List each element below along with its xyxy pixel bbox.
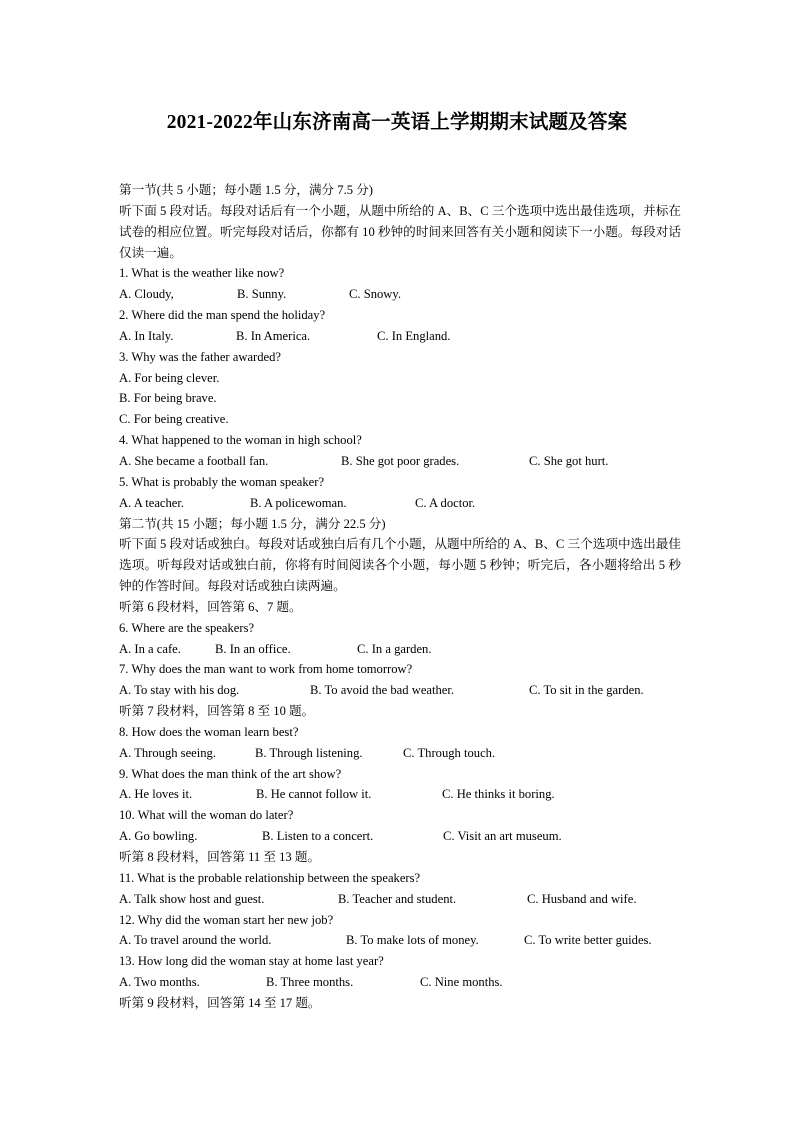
q7-option-a: A. To stay with his dog.	[119, 683, 240, 698]
question-9-options	[119, 784, 681, 805]
section1-header: 第一节(共 5 小题；每小题 1.5 分，满分 7.5 分)	[119, 183, 373, 197]
q13-option-b: B. Three months.	[266, 975, 354, 990]
q7-option-c: C. To sit in the garden.	[529, 683, 644, 698]
q2-option-c: C. In England.	[377, 328, 451, 343]
question-13-options	[119, 972, 681, 993]
q9-option-c: C. He thinks it boring.	[442, 787, 555, 802]
question-8: 8. How does the woman learn best?	[119, 724, 299, 739]
q13-option-a: A. Two months.	[119, 975, 200, 990]
q6-option-c: C. In a garden.	[357, 641, 432, 656]
q11-option-b: B. Teacher and student.	[338, 891, 457, 906]
material-9-note: 听第 9 段材料，回答第 14 至 17 题。	[119, 995, 321, 1010]
q4-option-a: A. She became a football fan.	[119, 453, 269, 468]
q12-option-a: A. To travel around the world.	[119, 933, 272, 948]
q12-option-c: C. To write better guides.	[524, 933, 652, 948]
question-9: 9. What does the man think of the art show?	[119, 766, 342, 781]
q4-option-b: B. She got poor grades.	[341, 453, 460, 468]
question-10: 10. What will the woman do later?	[119, 808, 294, 823]
question-3: 3. Why was the father awarded?	[119, 349, 282, 364]
material-6-note: 听第 6 段材料，回答第 6、7 题。	[119, 599, 302, 614]
q10-option-c: C. Visit an art museum.	[443, 829, 562, 844]
q11-option-c: C. Husband and wife.	[527, 891, 637, 906]
material-8-note: 听第 8 段材料，回答第 11 至 13 题。	[119, 850, 321, 864]
question-4-options	[119, 451, 681, 472]
q8-option-c: C. Through touch.	[403, 745, 496, 760]
q1-option-b: B. Sunny.	[237, 287, 287, 302]
question-8-options	[119, 743, 681, 764]
q11-option-a: A. Talk show host and guest.	[119, 891, 265, 906]
question-11: 11. What is the probable relationship between the speakers?	[119, 870, 421, 885]
q10-option-a: A. Go bowling.	[119, 829, 198, 844]
q5-option-a: A. A teacher.	[119, 495, 185, 510]
question-13: 13. How long did the woman stay at home last year?	[119, 954, 384, 969]
page-title: 2021-2022年山东济南高一英语上学期期末试题及答案	[166, 112, 628, 133]
material-7-note: 听第 7 段材料，回答第 8 至 10 题。	[119, 704, 315, 719]
q3-option-c: C. For being creative.	[119, 412, 229, 427]
q9-option-a: A. He loves it.	[119, 787, 193, 802]
section2-instructions: 听下面 5 段对话或独白。每段对话或独白后有几个小题，从题中所给的 A、B、C 三个选项中选出最佳选项。听每段对话或独白前，你将有时间阅读各个小题，每小题 5 秒钟；听完后，各小题将给出 5 秒钟的作答时间。每段对话或独白读两遍。	[119, 537, 681, 594]
q12-option-b: B. To make lots of money.	[346, 933, 479, 948]
question-7-options	[119, 680, 681, 701]
question-6-options	[119, 639, 681, 660]
document-body	[119, 180, 681, 1014]
question-5-options	[119, 493, 681, 514]
question-12-options	[119, 930, 681, 951]
question-1-options	[119, 284, 681, 305]
q1-option-c: C. Snowy.	[349, 287, 402, 302]
question-5: 5. What is probably the woman speaker?	[119, 474, 325, 489]
q5-option-b: B. A policewoman.	[250, 495, 347, 510]
q3-option-a: A. For being clever.	[119, 370, 220, 385]
q13-option-c: C. Nine months.	[420, 975, 503, 990]
question-2: 2. Where did the man spend the holiday?	[119, 308, 326, 323]
q8-option-a: A. Through seeing.	[119, 745, 217, 760]
q5-option-c: C. A doctor.	[415, 495, 476, 510]
question-10-options	[119, 826, 681, 847]
q9-option-b: B. He cannot follow it.	[256, 787, 372, 802]
section1-instructions: 听下面 5 段对话。每段对话后有一个小题，从题中所给的 A、B、C 三个选项中选出最佳选项，并标在试卷的相应位置。听完每段对话后，你都有 10 秒钟的时间来回答有关小题和阅读下一小题。每段对话仅读一遍。	[119, 203, 681, 260]
q1-option-a: A. Cloudy,	[119, 287, 174, 302]
question-12: 12. Why did the woman start her new job?	[119, 912, 334, 927]
q7-option-b: B. To avoid the bad weather.	[310, 683, 455, 698]
question-4: 4. What happened to the woman in high school?	[119, 433, 362, 448]
q3-option-b: B. For being brave.	[119, 391, 217, 406]
question-1: 1. What is the weather like now?	[119, 266, 285, 281]
q10-option-b: B. Listen to a concert.	[262, 829, 374, 844]
q2-option-a: A. In Italy.	[119, 328, 174, 343]
question-7: 7. Why does the man want to work from home tomorrow?	[119, 662, 413, 677]
q4-option-c: C. She got hurt.	[529, 453, 609, 468]
q8-option-b: B. Through listening.	[255, 745, 363, 760]
section2-header: 第二节(共 15 小题；每小题 1.5 分，满分 22.5 分)	[119, 516, 386, 531]
question-2-options	[119, 326, 681, 347]
question-11-options	[119, 889, 681, 910]
q6-option-a: A. In a cafe.	[119, 641, 181, 656]
question-6: 6. Where are the speakers?	[119, 620, 255, 635]
q2-option-b: B. In America.	[236, 328, 311, 343]
q6-option-b: B. In an office.	[215, 641, 291, 656]
